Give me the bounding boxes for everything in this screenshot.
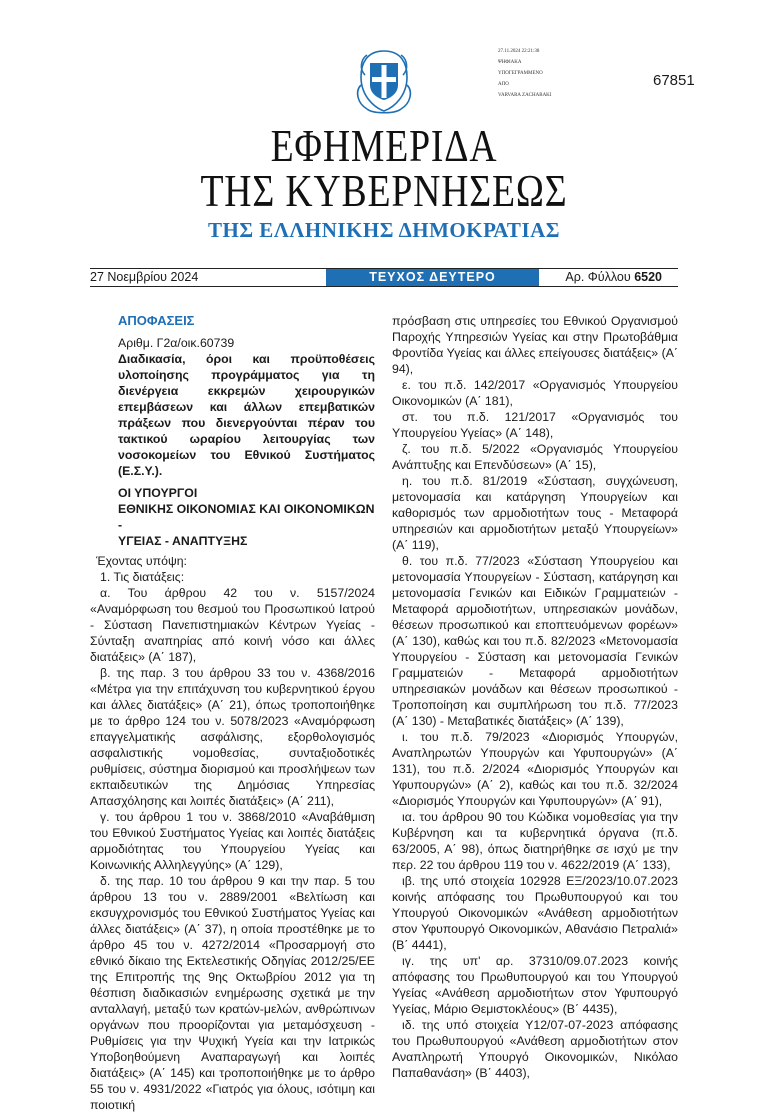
signature-line: ΥΠΟΓΕΓΡΑΜΜΕΝΟ [498,71,543,76]
ministers-line: ΥΓΕΙΑΣ - ΑΝΑΠΤΥΞΗΣ [118,534,248,548]
gazette-title-line-2: ΤΗΣ ΚΥΒΕΡΝΗΣΕΩΣ [200,165,568,216]
paragraph: β. της παρ. 3 του άρθρου 33 του ν. 4368/2016 «Μέτρα για την επιτάχυνση του κυβερνητικού έργου και άλλες διατάξεις» (Α΄ 21), όπως τροποποιήθηκε με το άρθρο 124 του ν. 5078/2023 «Αναμόρφωση επαγγελματικής ασφάλισης, εξορθολογισμός ασφαλιστικής νομοθεσίας, συνταξιοδοτικές ρυθμίσεις, σύστημα διορισμού και προσλήψεων των εκπαιδευτικών της Δημόσιας Υπηρεσίας Απασχόλησης και λοιπές διατάξεις» (Α΄ 211), [90,666,375,808]
digital-signature-block [498,46,551,101]
signature-line: ΑΠΟ [498,82,509,87]
paragraph: θ. του π.δ. 77/2023 «Σύσταση Υπουργείου και μετονομασία Υπουργείων - Σύσταση, κατάργηση και μετονομασία Γενικών και Ειδικών Γραμματειών - Μεταφορά αρμοδιοτήτων, υπηρεσιακών μονάδων, θέσεων προσωπικού και εποπτευόμενων φορέων» (Α΄ 130), καθώς και του π.δ. 82/2023 «Μετονομασία Υπουργείου - Σύσταση και μετονομασία Γενικών Γραμματειών - Μεταφορά αρμοδιοτήτων υπηρεσιακών μονάδων και θέσεων προσωπικού - Τροποποίηση και συμπλήρωση του π.δ. 77/2023 (Α΄ 130) - Μεταβατικές διατάξεις» (Α΄ 139), [392,554,678,728]
section-heading: ΑΠΟΦΑΣΕΙΣ [118,313,195,328]
sheet-number [565,270,662,284]
signature-signer: VARVARA ZACHARAKI [498,93,552,98]
ministers-line: ΕΘΝΙΚΗΣ ΟΙΚΟΝΟΜΙΑΣ ΚΑΙ ΟΙΚΟΝΟΜΙΚΩΝ - [118,502,375,532]
sheet-label: Αρ. Φύλλου [565,270,631,284]
paragraph: α. Του άρθρου 42 του ν. 5157/2024 «Αναμόρφωση του θεσμού του Προσωπικού Ιατρού - Σύσταση Πανεπιστημιακών Κέντρων Υγείας - Σύνταξη αναπηρίας από κοινή νόσο και άλλες διατάξεις» (Α΄ 187), [90,586,375,664]
right-column [392,313,678,1081]
paragraph: ια. του άρθρου 90 του Κώδικα νομοθεσίας για την Κυβέρνηση και τα κυβερνητικά όργανα (π.δ. 63/2005, Α΄ 98), όπως διατηρήθηκε σε ισχύ με την περ. 22 του άρθρου 119 του ν. 4622/2019 (Α΄ 133), [392,810,678,872]
paragraph: 1. Τις διατάξεις: [100,570,185,584]
decision-reference: Αριθμ. Γ2α/οικ.60739 [118,336,235,350]
paragraph: ιβ. της υπό στοιχεία 102928 ΕΞ/2023/10.07.2023 κοινής απόφασης του Πρωθυπουργού και του Υπουργού Οικονομικών «Ανάθεση αρμοδιοτήτων στον Υφυπουργό Οικονομικών, Αθανάσιο Πετραλιά» (Β΄ 4441), [392,874,678,952]
paragraph: γ. του άρθρου 1 του ν. 3868/2010 «Αναβάθμιση του Εθνικού Συστήματος Υγείας και λοιπές διατάξεις αρμοδιότητας του Υπουργείου Υγείας και Κοινωνικής Αλληλεγγύης» (Α΄ 129), [90,810,375,872]
paragraph: ι. του π.δ. 79/2023 «Διορισμός Υπουργών, Αναπληρωτών Υπουργών και Υφυπουργών» (Α΄ 131), του π.δ. 2/2024 «Διορισμός Υπουργών και Υφυπουργών» (Α΄ 2), καθώς και του π.δ. 32/2024 «Διορισμός Υπουργών και Υφυπουργών» (Α΄ 91), [392,730,678,808]
paragraph: Έχοντας υπόψη: [96,554,187,568]
issue-series-badge: ΤΕΥΧΟΣ ΔΕΥΤΕΡΟ [326,269,539,286]
paragraph: ιγ. της υπ' αρ. 37310/09.07.2023 κοινής απόφασης του Πρωθυπουργού και του Υπουργού Υγείας «Ανάθεση αρμοδιοτήτων στον Υφυπουργό Υγείας, Μάριο Θεμιστοκλέους» (Β΄ 4435), [392,954,678,1016]
gazette-title-line-1: ΕΦΗΜΕΡΙΔΑ [270,120,498,171]
ministers-heading [118,485,375,549]
left-column [90,313,375,1113]
paragraph: ιδ. της υπό στοιχεία Υ12/07-07-2023 απόφασης του Πρωθυπουργού «Ανάθεση αρμοδιοτήτων στον Αναπληρωτή Υπουργό Οικονομικών, Νικόλαο Παπαθανάση» (Β΄ 4403), [392,1018,678,1080]
paragraph: δ. της παρ. 10 του άρθρου 9 και την παρ. 5 του άρθρου 13 του ν. 2889/2001 «Βελτίωση και εκσυγχρονισμός του Εθνικού Συστήματος Υγείας και άλλες διατάξεις» (Α΄ 37), η οποία προστέθηκε με το άρθρο 45 του ν. 4272/2014 «Προσαρμογή στο εθνικό δίκαιο της Εκτελεστικής Οδηγίας 2012/25/ΕΕ της Επιτροπής της 9ης Οκτωβρίου 2012 για τη θέσπιση διαδικασιών ενημέρωσης σχετικά με την ανταλλαγή, μεταξύ των κρατών-μελών, ανθρώπινων οργάνων που προορίζονται για μεταμόσχευση - Ρυθμίσεις για την Ψυχική Υγεία και την Ιατρικώς Υποβοηθούμενη Αναπαραγωγή και λοιπές διατάξεις» (Α΄ 145) και τροποποιήθηκε με το άρθρο 55 του ν. 4931/2022 «Γιατρός για όλους, ισότιμη και ποιοτική [90,874,375,1112]
signature-timestamp: 27.11.2024 22:21:38 [498,49,540,54]
sheet-number-value: 6520 [634,270,662,284]
paragraph: πρόσβαση στις υπηρεσίες του Εθνικού Οργανισμού Παροχής Υπηρεσιών Υγείας και στην Πρωτοβάθμια Φροντίδα Υγείας και άλλες επείγουσες διατάξεις» (Α΄ 94), [392,314,678,376]
signature-line: ΨΗΦΙΑΚΑ [498,60,522,65]
paragraph: στ. του π.δ. 121/2017 «Οργανισμός του Υπουργείου Υγείας» (Α΄ 148), [392,410,678,440]
issue-info-bar [90,268,678,287]
page-number: 67851 [653,72,695,89]
decision-title: Διαδικασία, όροι και προϋποθέσεις υλοποίησης προγράμματος για τη διενέργεια εκκρεμών χειρουργικών επεμβάσεων και άλλων επεμβατικών πράξεων που διενεργούνται πέραν του τακτικού ωραρίου λειτουργίας των νοσοκομείων του Εθνικού Συστήματος (Ε.Σ.Υ.). [118,352,375,478]
paragraph: ε. του π.δ. 142/2017 «Οργανισμός Υπουργείου Οικονομικών (Α΄ 181), [392,378,678,408]
paragraph: η. του π.δ. 81/2019 «Σύσταση, συγχώνευση, μετονομασία και κατάργηση Υπουργείων και καθορισμός των αρμοδιοτήτων τους - Μεταφορά υπηρεσιών και αρμοδιοτήτων μεταξύ Υπουργείων» (Α΄ 119), [392,474,678,552]
greek-coat-of-arms-emblem [353,45,415,117]
ministers-line: ΟΙ ΥΠΟΥΡΓΟΙ [118,486,198,500]
issue-date: 27 Νοεμβρίου 2024 [90,270,199,284]
paragraph: ζ. του π.δ. 5/2022 «Οργανισμός Υπουργείου Ανάπτυξης και Επενδύσεων» (Α΄ 15), [392,442,678,472]
gazette-subtitle: ΤΗΣ ΕΛΛΗΝΙΚΗΣ ΔΗΜΟΚΡΑΤΙΑΣ [207,218,561,242]
